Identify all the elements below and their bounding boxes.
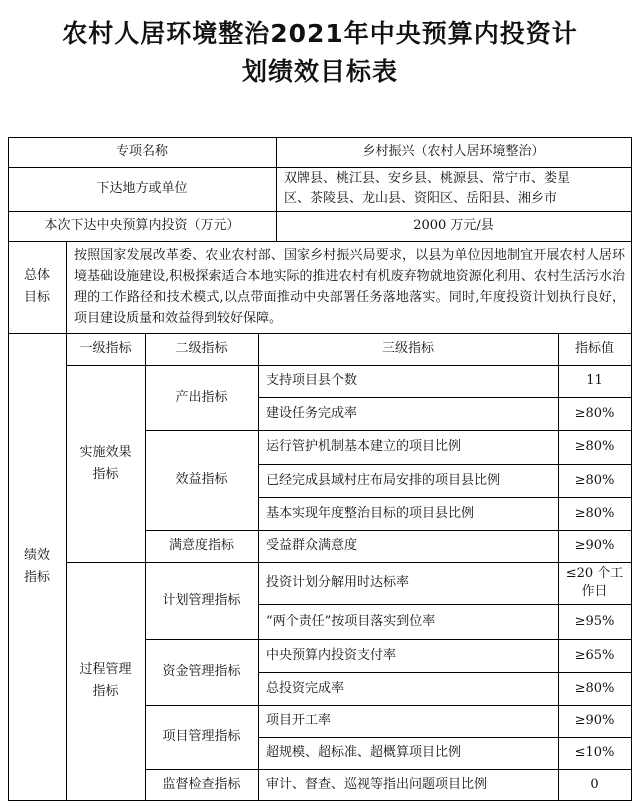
group-process-management: 过程管理 指标 bbox=[79, 662, 132, 699]
table-rule bbox=[66, 365, 632, 366]
table-rule bbox=[276, 137, 277, 241]
header-level3: 三级指标 bbox=[381, 341, 434, 356]
group-implementation-effect: 实施效果 指标 bbox=[79, 444, 132, 482]
indicator-cell: 受益群众满意度 bbox=[266, 538, 358, 553]
investment-value: 2000 万元/县 bbox=[413, 218, 494, 233]
region-label: 下达地方或单位 bbox=[96, 181, 188, 196]
value-cell: ≥80% bbox=[574, 405, 615, 421]
table-rule bbox=[258, 672, 632, 673]
subgroup-benefit: 效益指标 bbox=[175, 472, 228, 487]
project-name-value: 乡村振兴（农村人居环境整治） bbox=[362, 144, 545, 159]
subgroup-output: 产出指标 bbox=[175, 389, 228, 405]
table-rule bbox=[258, 604, 632, 605]
value-cell: ≥65% bbox=[574, 647, 615, 663]
value-cell: ≤10% bbox=[574, 745, 615, 760]
overall-goal-label-line2: 目标 bbox=[23, 290, 50, 305]
subgroup-satisfaction: 满意度指标 bbox=[168, 538, 234, 553]
project-name-label: 专项名称 bbox=[115, 144, 168, 159]
value-cell: ≥90% bbox=[574, 713, 615, 728]
region-value-line2: 区、茶陵县、龙山县、资阳区、岳阳县、湘乡市 bbox=[284, 191, 558, 206]
table-rule bbox=[8, 137, 9, 801]
table-rule bbox=[8, 333, 632, 334]
value-cell: ≥95% bbox=[574, 613, 615, 629]
indicator-cell: 建设任务完成率 bbox=[266, 405, 358, 421]
header-level1: 一级指标 bbox=[79, 341, 132, 356]
overall-goal-label-line1: 总体 bbox=[23, 268, 50, 283]
overall-goal-label bbox=[8, 241, 66, 333]
value-cell: 11 bbox=[586, 373, 603, 388]
value-cell: 0 bbox=[590, 776, 599, 792]
value-cell: ≤20 个工 作日 bbox=[565, 566, 624, 599]
value-cell: ≥80% bbox=[574, 680, 615, 696]
subgroup-plan-management: 计划管理指标 bbox=[162, 592, 241, 608]
subgroup-supervision: 监督检查指标 bbox=[162, 776, 241, 792]
indicator-cell: 投资计划分解用时达标率 bbox=[266, 575, 410, 590]
performance-indicator-label bbox=[8, 333, 66, 800]
table-rule bbox=[66, 562, 632, 563]
overall-goal-text: 按照国家发展改革委、农业农村部、国家乡村振兴局要求，以县为单位因地制宜开展农村人居环境基础设施建设,积极探索适合本地实际的推进农村有机废弃物就地资源化利用、农村生活污水治理的工作路径和技术模式,以点带面推动中央部署任务落地落实。同时,年度投资计划执行良好，项目建设质量和效益得到较好保障。 bbox=[74, 248, 625, 326]
subgroup-project-management: 项目管理指标 bbox=[162, 729, 241, 744]
table-rule bbox=[258, 464, 632, 465]
table-rule bbox=[258, 737, 632, 738]
indicator-cell: 基本实现年度整治目标的项目县比例 bbox=[266, 505, 475, 521]
table-rule bbox=[8, 211, 632, 212]
performance-label-line2: 指标 bbox=[23, 569, 50, 585]
table-rule bbox=[66, 241, 67, 800]
value-cell: ≥80% bbox=[574, 472, 615, 488]
table-rule bbox=[8, 167, 632, 168]
indicator-cell: 项目开工率 bbox=[266, 713, 332, 728]
indicator-cell: 运行管护机制基本建立的项目比例 bbox=[266, 439, 462, 454]
value-cell: ≥80% bbox=[574, 439, 615, 454]
page-title-line1: 农村人居环境整治2021年中央预算内投资计 bbox=[62, 19, 578, 48]
indicator-cell: 中央预算内投资支付率 bbox=[266, 647, 397, 663]
header-level2: 二级指标 bbox=[175, 341, 228, 356]
subgroup-fund-management: 资金管理指标 bbox=[162, 664, 241, 679]
value-cell: ≥80% bbox=[574, 505, 615, 521]
performance-label-line1: 绩效 bbox=[23, 547, 50, 563]
table-rule bbox=[258, 333, 259, 800]
indicator-cell: 超规模、超标准、超概算项目比例 bbox=[266, 745, 462, 760]
indicator-cell: 审计、督查、巡视等指出问题项目比例 bbox=[266, 776, 488, 792]
table-rule bbox=[8, 241, 632, 242]
table-rule bbox=[145, 333, 146, 800]
investment-label: 本次下达中央预算内投资（万元） bbox=[44, 218, 240, 233]
page-title-line2: 划绩效目标表 bbox=[241, 57, 398, 86]
table-rule bbox=[8, 137, 632, 138]
indicator-cell: 已经完成县域村庄布局安排的项目县比例 bbox=[266, 472, 501, 488]
table-rule bbox=[258, 397, 632, 398]
value-cell: ≥90% bbox=[574, 538, 615, 553]
table-rule bbox=[258, 497, 632, 498]
header-value: 指标值 bbox=[574, 341, 614, 356]
indicator-cell: 支持项目县个数 bbox=[266, 373, 358, 388]
table-rule bbox=[631, 137, 632, 801]
indicator-cell: 总投资完成率 bbox=[266, 680, 345, 696]
table-rule bbox=[8, 800, 632, 801]
region-value-line1: 双牌县、桃江县、安乡县、桃源县、常宁市、娄星 bbox=[284, 171, 571, 186]
region-value bbox=[276, 167, 631, 211]
indicator-cell: “两个责任”按项目落实到位率 bbox=[266, 613, 436, 629]
table-rule bbox=[558, 333, 559, 800]
